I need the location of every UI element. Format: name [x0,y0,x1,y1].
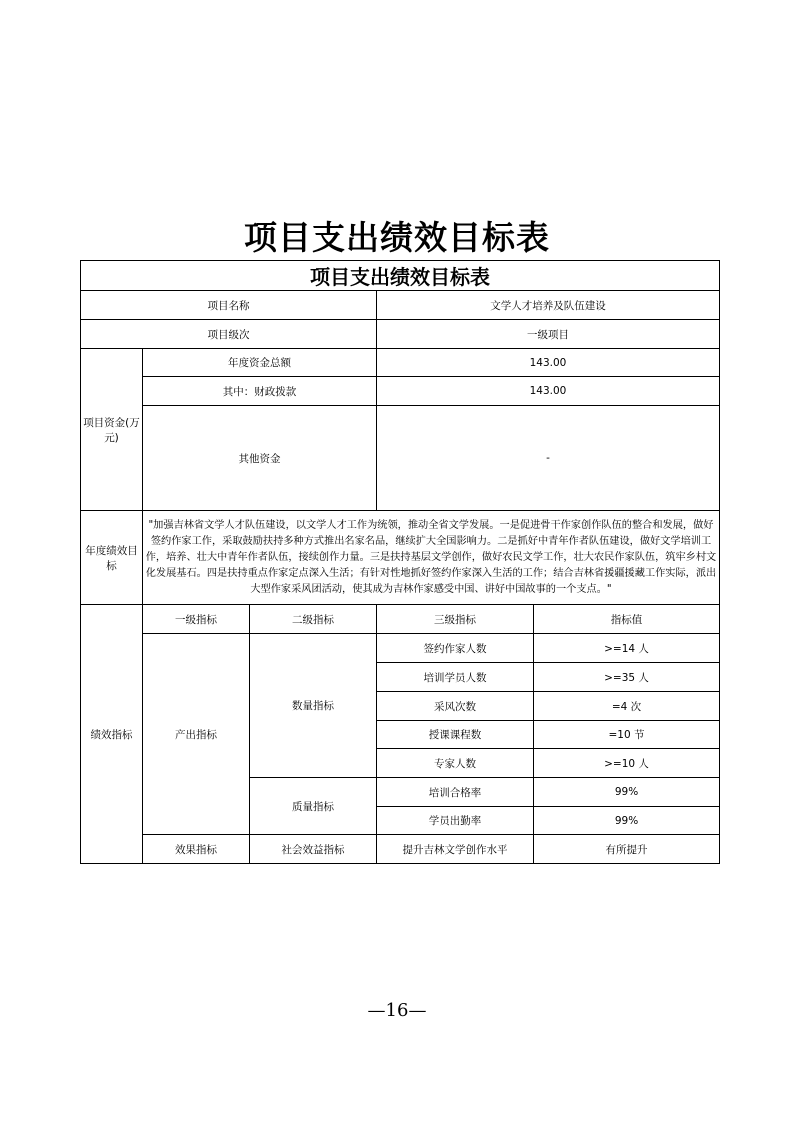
indicator-value: >=10 人 [534,749,720,778]
table-title: 项目支出绩效目标表 [81,261,720,291]
table-row [81,835,720,864]
indicator-value: =4 次 [534,692,720,721]
indicators-label: 绩效指标 [81,605,143,864]
indicator-name: 采风次数 [377,692,534,721]
project-name-value: 文学人才培养及队伍建设 [377,291,720,320]
annual-goal-text: "加强吉林省文学人才队伍建设，以文学人才工作为统领，推动全省文学发展。一是促进骨干作家创作队伍的整合和发展，做好签约作家工作，采取鼓励扶持多种方式推出名家名品，继续扩大全国影响力。二是抓好中青年作者队伍建设，做好文学培训工作，培养、壮大中青年作者队伍，接续创作力量。三是扶持基层文学创作，做好农民文学工作，壮大农民作家队伍，筑牢乡村文化发展基石。四是扶持重点作家定点深入生活；有针对性地抓好签约作家深入生活的工作；结合吉林省援疆援藏工作实际，派出大型作家采风团活动，使其成为吉林作家感受中国、讲好中国故事的一个支点。" [143,511,720,605]
project-level-value: 一级项目 [377,320,720,349]
indicator-name: 提升吉林文学创作水平 [377,835,534,864]
annual-goal-row [81,511,720,605]
indicator-header-row [81,605,720,634]
header-level3: 三级指标 [377,605,534,634]
indicator-value: =10 节 [534,721,720,749]
indicator-value: 有所提升 [534,835,720,864]
indicator-name: 学员出勤率 [377,807,534,835]
quality-label: 质量指标 [250,778,377,835]
table-title-row [81,261,720,291]
indicator-value: 99% [534,778,720,807]
performance-goal-table [80,260,720,864]
indicator-value: >=35 人 [534,663,720,692]
page-heading: 项目支出绩效目标表 [244,218,550,257]
annual-goal-label: 年度绩效目标 [81,511,143,605]
funds-total-row [81,349,720,377]
table-row [81,634,720,663]
funds-total-value: 143.00 [377,349,720,377]
funds-other-label: 其他资金 [143,406,377,511]
effect-label: 效果指标 [143,835,250,864]
quantity-label: 数量指标 [250,634,377,778]
indicator-value: >=14 人 [534,634,720,663]
indicator-name: 签约作家人数 [377,634,534,663]
indicator-value: 99% [534,807,720,835]
header-level2: 二级指标 [250,605,377,634]
project-name-label: 项目名称 [81,291,377,320]
funds-other-value: - [377,406,720,511]
funds-fiscal-value: 143.00 [377,377,720,406]
social-label: 社会效益指标 [250,835,377,864]
funds-other-row [81,406,720,511]
indicator-name: 授课课程数 [377,721,534,749]
funds-total-label: 年度资金总额 [143,349,377,377]
header-value: 指标值 [534,605,720,634]
funds-fiscal-row [81,377,720,406]
header-level1: 一级指标 [143,605,250,634]
output-label: 产出指标 [143,634,250,835]
project-level-label: 项目级次 [81,320,377,349]
funds-label: 项目资金(万元) [81,349,143,511]
project-name-row [81,291,720,320]
indicator-name: 专家人数 [377,749,534,778]
project-level-row [81,320,720,349]
funds-fiscal-label: 其中：财政拨款 [143,377,377,406]
indicator-name: 培训学员人数 [377,663,534,692]
indicator-name: 培训合格率 [377,778,534,807]
page-number: —16— [367,1000,427,1021]
